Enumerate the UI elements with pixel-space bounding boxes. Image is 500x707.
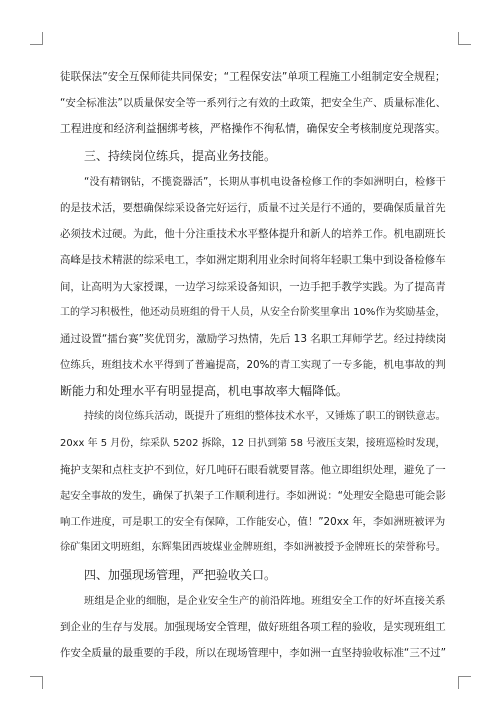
text-line: 必须技术过硬。为此，他十分注重技术水平整体提升和新人的培养工作。机电副班长 [60,228,446,241]
text-line: 断能力和处理水平有明显提高，机电事故率大幅降低。 [60,384,349,399]
document-body [60,64,446,666]
text-line: 作安全质量的最重要的手段，所以在现场管理中，李如洲一直坚持验收标准“三不过” [60,647,446,660]
text-line: 持续的岗位练兵活动，既提升了班组的整体技术水平，又锤炼了职工的钢铁意志。 [84,411,446,423]
text-line: 到企业的生存与发展。加强现场安全管理，做好班组各项工程的验收，是实现班组工 [60,620,446,633]
crop-mark-top-right [458,32,471,45]
text-line: 位练兵，班组技术水平得到了普遍提高，20%的青工实现了一专多能，机电事故的判 [60,359,446,372]
text-line: 间，让高明为大家授课，一边学习综采设备知识，一边手把手教学实践。为了提高青 [60,280,446,293]
text-line: “没有精钢钻，不揽瓷器活”，长期从事机电设备检修工作的李如洲明白，检修干 [84,175,446,188]
text-line: 掩护支架和点柱支护不到位，好几吨矸石眼看就要冒落。他立即组织处理，避免了一 [60,463,446,476]
crop-mark-bottom-right [458,676,471,689]
text-line: 班组是企业的细胞，是企业安全生产的前沿阵地。班组安全工作的好坏直接关系 [84,594,446,607]
text-line: 的是技术活，要想确保综采设备完好运行，质量不过关是行不通的，要确保质量首先 [60,201,446,214]
text-line: “安全标准法”以质量保安全等一系列行之有效的土政策，把安全生产、质量标准化、 [60,97,446,110]
text-line: 响工作进度，可是职工的安全有保障，工作能安心，值！”20xx 年，李如洲班被评为 [60,516,446,529]
text-line: 高峰是技术精湛的综采电工，李如洲定期利用业余时间将年轻职工集中到设备检修车 [60,254,446,267]
text-line: 20xx 年 5 月份，综采队 5202 拆除，12 日扒到第 58 号液压支架，接班巡检时发现， [60,437,446,449]
section-heading: 四、加强现场管理，严把验收关口。 [84,567,277,582]
text-line: 起安全事故的发生，确保了扒架子工作顺利进行。李如洲说：“处理安全隐患可能会影 [60,490,446,502]
section-heading: 三、持续岗位练兵，提高业务技能。 [84,148,277,163]
text-line: 通过设置“擂台赛”奖优罚劣，激励学习热情，先后 13 名职工拜师学艺。经过持续岗 [60,332,447,345]
crop-mark-top-left [30,32,43,45]
crop-mark-bottom-left [30,676,43,689]
text-line: 工的学习积极性，他还动员班组的骨干人员，从安全台阶奖里拿出 10%作为奖励基金， [60,306,446,318]
text-line: 徒联保法”安全互保师徒共同保安；“工程保安法”单项工程施工小组制定安全规程； [60,71,446,83]
text-line: 工程进度和经济利益捆绑考核，严格操作不徇私情，确保安全考核制度兑现落实。 [60,122,446,136]
text-line: 徐矿集团文明班组，东辉集团西坡煤业金牌班组，李如洲被授予金牌班长的荣誉称号。 [60,542,446,554]
